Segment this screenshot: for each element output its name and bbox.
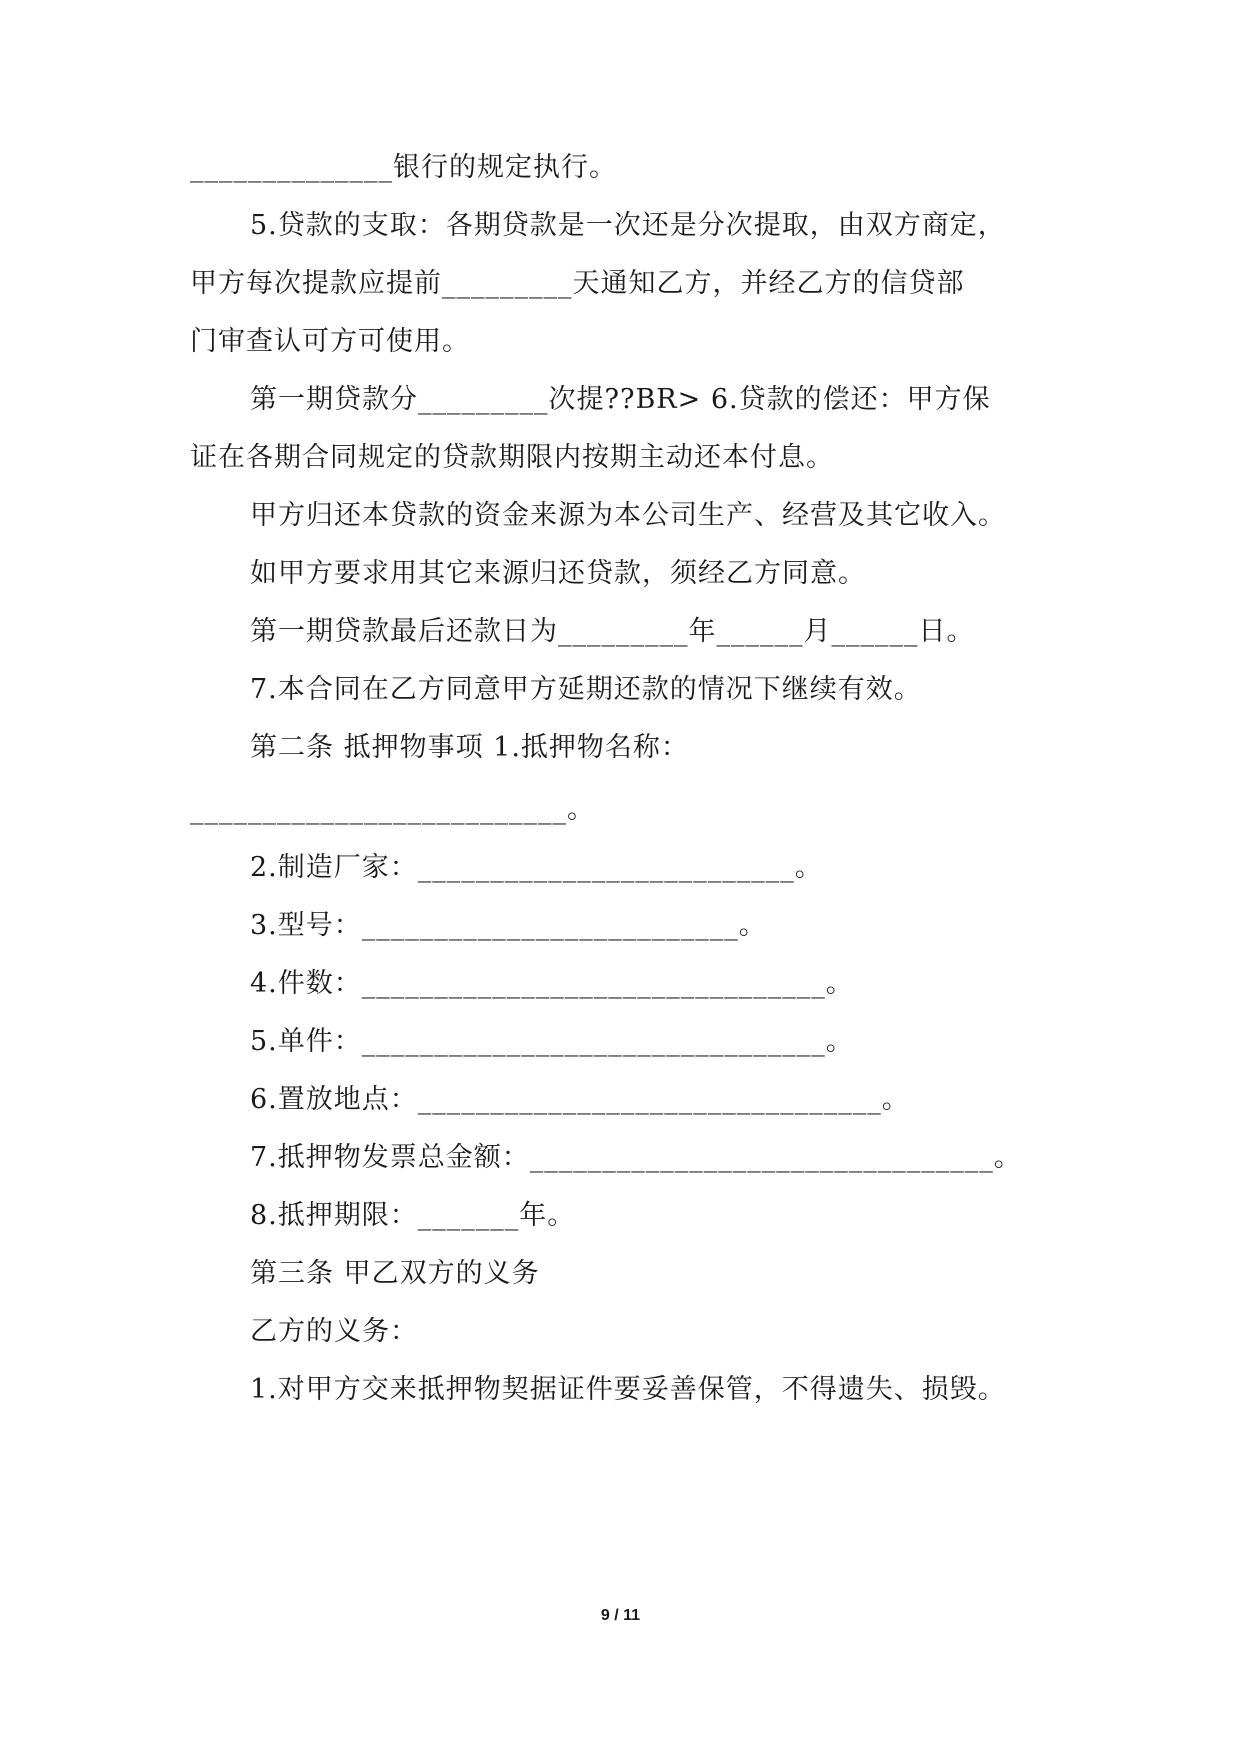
text-line: __________________________。 xyxy=(190,794,595,825)
text-line: 第一期贷款分_________次提??BR> 6.贷款的偿还：甲方保 xyxy=(250,384,991,415)
text-line: 6.置放地点：________________________________。 xyxy=(250,1084,910,1115)
text-line: 1.对甲方交来抵押物契据证件要妥善保管，不得遗失、损毁。 xyxy=(250,1374,1006,1405)
text-line: 甲方归还本贷款的资金来源为本公司生产、经营及其它收入。 xyxy=(250,500,1006,531)
text-line: 4.件数：________________________________。 xyxy=(250,968,854,999)
text-line: 5.贷款的支取：各期贷款是一次还是分次提取，由双方商定， xyxy=(250,210,1006,241)
text-line: 门审查认可方可使用。 xyxy=(190,326,470,357)
text-line: ______________银行的规定执行。 xyxy=(190,152,617,183)
text-line: 如甲方要求用其它来源归还贷款，须经乙方同意。 xyxy=(250,558,866,589)
text-line: 第一期贷款最后还款日为_________年______月______日。 xyxy=(250,616,975,647)
text-line: 2.制造厂家：__________________________。 xyxy=(250,852,823,883)
text-line: 7.抵押物发票总金额：________________________________。 xyxy=(250,1142,1022,1173)
text-line: 证在各期合同规定的贷款期限内按期主动还本付息。 xyxy=(190,442,834,473)
text-line: 甲方每次提款应提前_________天通知乙方，并经乙方的信贷部 xyxy=(190,268,965,299)
text-line: 5.单件：________________________________。 xyxy=(250,1026,854,1057)
text-line: 8.抵押期限：_______年。 xyxy=(250,1200,576,1231)
text-line: 3.型号：__________________________。 xyxy=(250,910,767,941)
section-heading: 第三条 甲乙双方的义务 xyxy=(250,1258,540,1289)
page-number: 9 / 11 xyxy=(600,1607,641,1624)
subheading: 乙方的义务： xyxy=(250,1316,418,1347)
text-line: 7.本合同在乙方同意甲方延期还款的情况下继续有效。 xyxy=(250,674,922,705)
section-heading-line: 第二条 抵押物事项 1.抵押物名称： xyxy=(250,732,689,763)
